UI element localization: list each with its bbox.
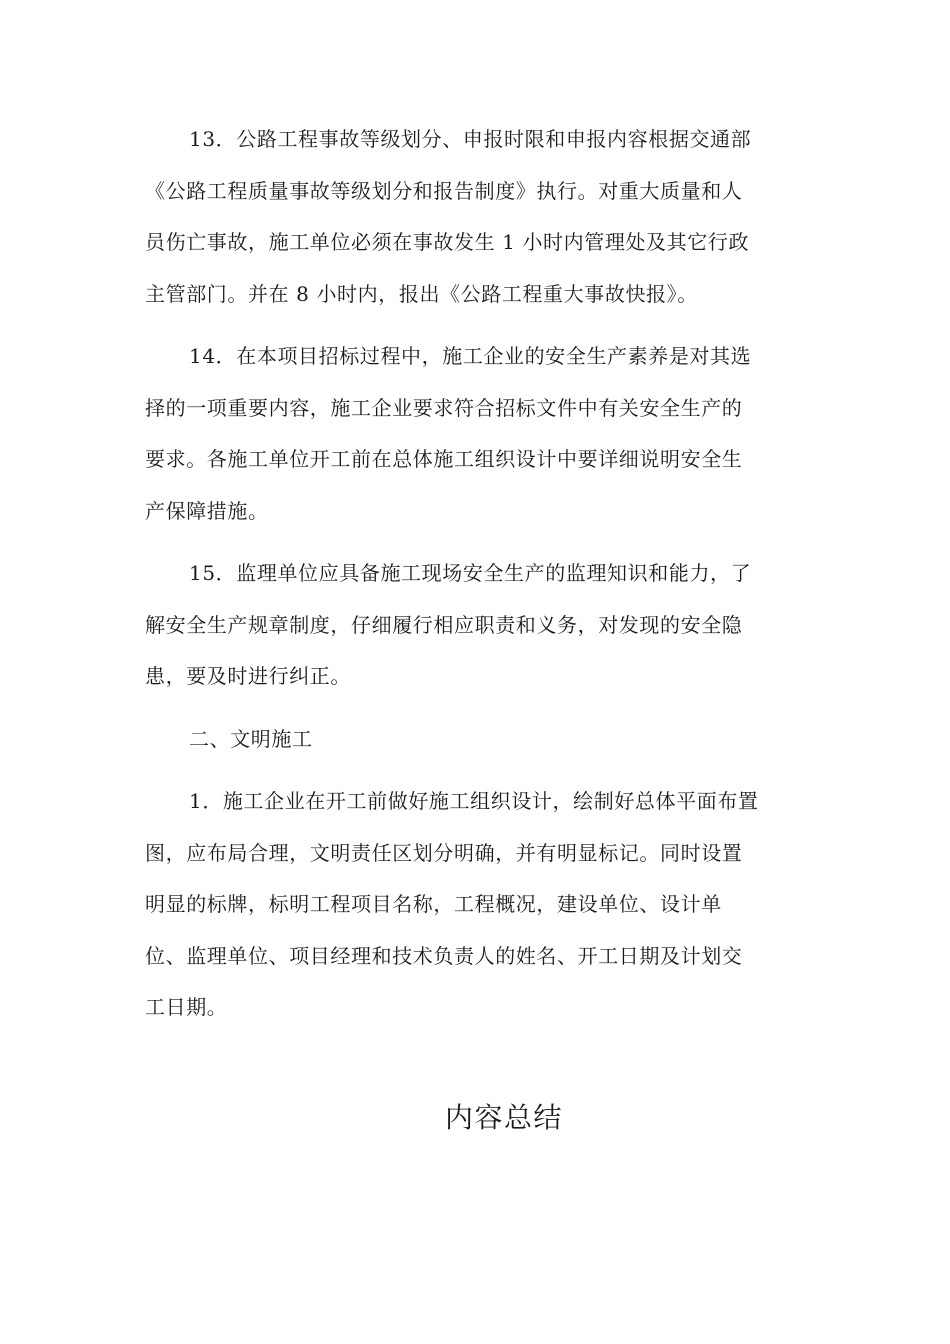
- paragraph-item-13: [145, 114, 807, 320]
- text-line: 择的一项重要内容，施工企业要求符合招标文件中有关安全生产的: [145, 395, 743, 420]
- text-line: 15．监理单位应具备施工现场安全生产的监理知识和能力，了: [189, 561, 752, 585]
- text-line: 1．施工企业在开工前做好施工组织设计，绘制好总体平面布置: [189, 789, 759, 813]
- paragraph-item-1: [145, 776, 807, 1034]
- text-line: 14．在本项目招标过程中，施工企业的安全生产素养是对其选: [189, 344, 752, 368]
- text-line: 13．公路工程事故等级划分、申报时限和申报内容根据交通部: [189, 127, 752, 151]
- paragraph-item-15: [145, 548, 807, 703]
- text-line: 要求。各施工单位开工前在总体施工组织设计中要详细说明安全生: [145, 447, 743, 471]
- text-line: 位、监理单位、项目经理和技术负责人的姓名、开工日期及计划交: [145, 943, 743, 968]
- section-heading-civilized-construction: [145, 714, 807, 766]
- paragraph-item-14: [145, 331, 807, 537]
- text-line: 患，要及时进行纠正。: [145, 664, 351, 688]
- text-line: 产保障措施。: [145, 498, 269, 523]
- text-line: 主管部门。并在 8 小时内，报出《公路工程重大事故快报》。: [145, 281, 698, 306]
- text-line: 《公路工程质量事故等级划分和报告制度》执行。对重大质量和人: [145, 178, 743, 203]
- text-line: 明显的标牌，标明工程项目名称，工程概况，建设单位、设计单: [145, 892, 722, 916]
- text-line: 图，应布局合理，文明责任区划分明确，并有明显标记。同时设置: [145, 840, 743, 865]
- document-body: [145, 114, 807, 1045]
- text-line: 解安全生产规章制度，仔细履行相应职责和义务，对发现的安全隐: [145, 612, 743, 637]
- summary-title: 内容总结: [444, 1101, 563, 1134]
- section-heading-text: 二、文明施工: [189, 726, 313, 751]
- text-line: 员伤亡事故，施工单位必须在事故发生 1 小时内管理处及其它行政: [145, 230, 750, 254]
- text-line: 工日期。: [145, 995, 228, 1019]
